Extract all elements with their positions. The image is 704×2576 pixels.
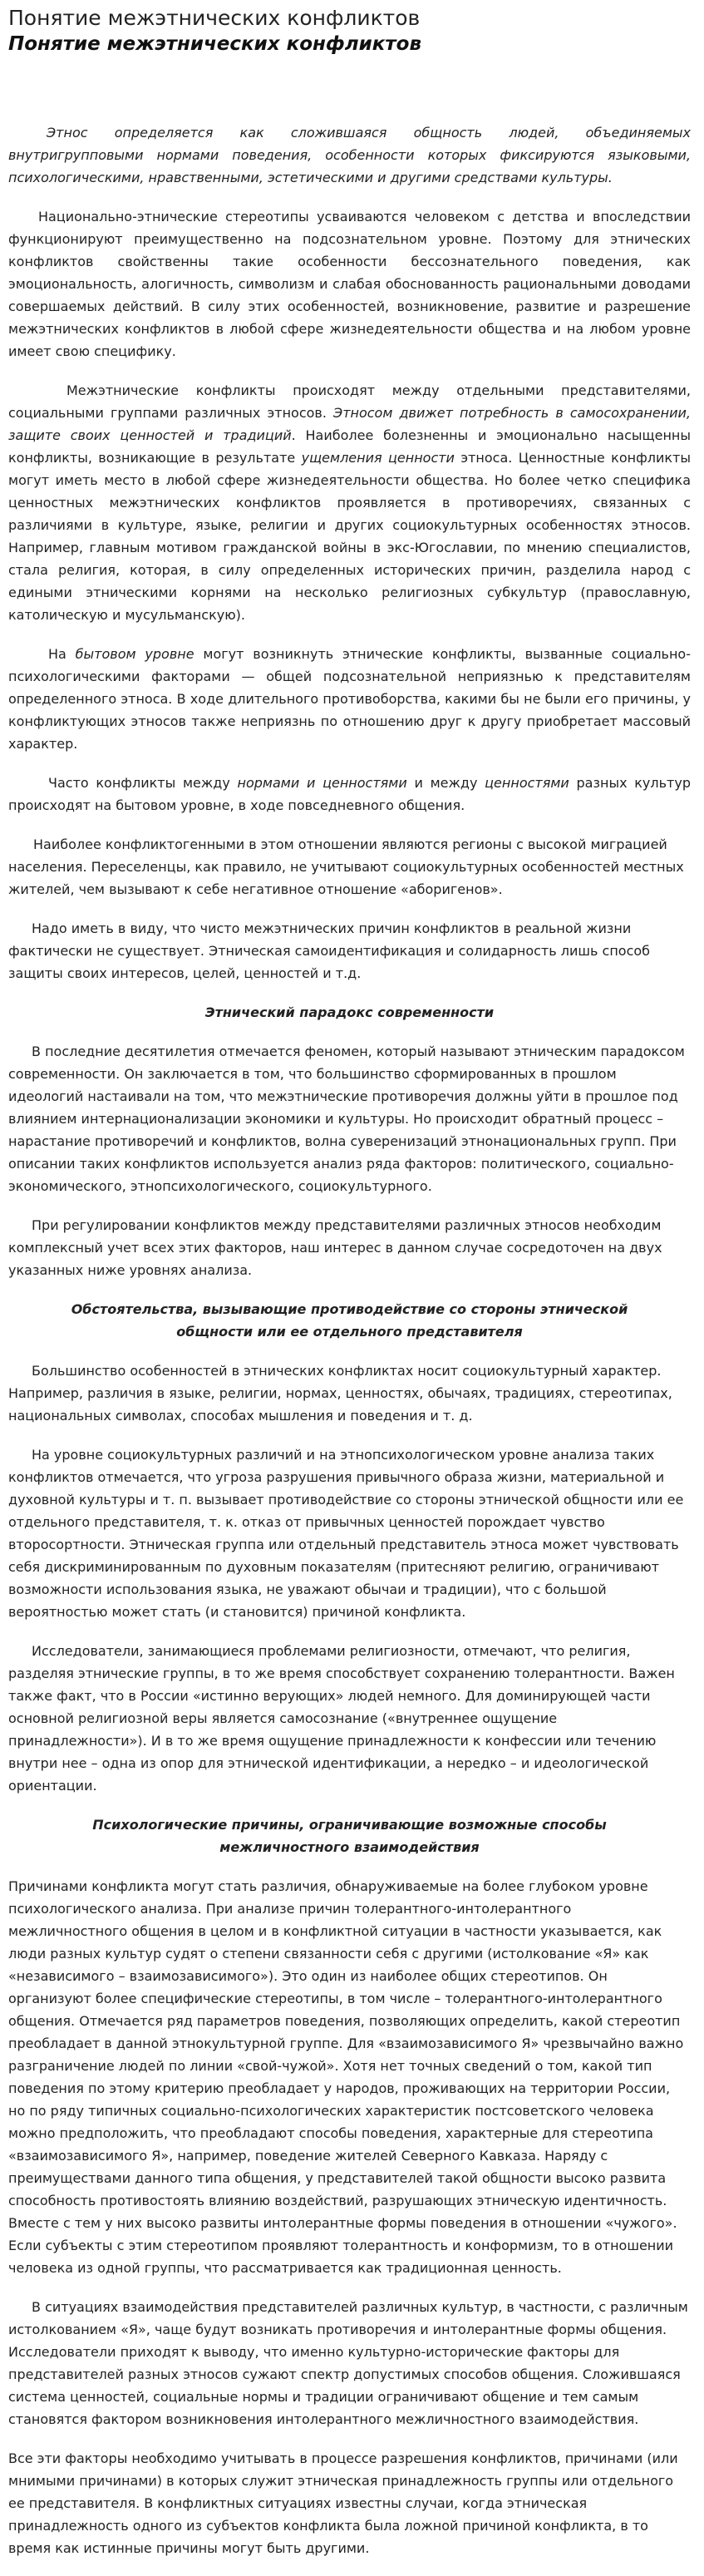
paragraph-stereotypes: Национально-этнические стереотипы усваиваются человеком с детства и впоследствии функционируют преимущественно на подсознательном уровне. Поэтому для этнических конфликтов свойственны такие особенности бессознательного поведения, как эмоциональность, алогичность, символизм и слабая обоснованность рациональными доводами совершаемых действий. В силу этих особенностей, возникновение, развитие и разрешение межэтнических конфликтов в любой сфере жизнедеятельности общества и на любом уровне имеет свою специфику.: [8, 209, 691, 359]
paragraph-threat: На уровне социокультурных различий и на этнопсихологическом уровне анализа таких конфликтов отмечается, что угроза разрушения привычного образа жизни, материальной и духовной культуры и т. п. вызывает противодействие со стороны этнической общности или ее отдельного представителя, т. к. отказ от привычных ценностей порождает чувство второсортности. Этническая группа или отдельный представитель этноса может чувствовать себя дискриминированным по духовным показателям (притесняют религию, ограничивают возможности использования языка, не уважают обычаи и традиции), что с большой вероятностью может стать (и становится) причиной конфликта.: [8, 1447, 684, 1620]
paragraph-sociocultural: Большинство особенностей в этнических конфликтах носит социокультурный характер. Например, различия в языке, религии, нормах, ценностях, обычаях, традициях, стереотипах, национальных символах, способах мышления и поведения и т. д.: [8, 1363, 672, 1424]
paragraph-self-identification: Надо иметь в виду, что чисто межэтнических причин конфликтов в реальной жизни фактически не существует. Этническая самоидентификация и солидарность лишь способ защиты своих интересов, целей, ценностей и т.д.: [8, 920, 651, 981]
paragraph-psychological-causes: Причинами конфликта могут стать различия, обнаруживаемые на более глубоком уровне психологического анализа. При анализе причин толерантного-интолерантного межличностного общения в целом и в конфликтной ситуации в частности указывается, как люди разных культур судят о степени связанности себя с другими (истолкование «Я» как «независимого – взаимозависимого»). Это один из наиболее общих стереотипов. Он организуют более специфические стереотипы, в том числе – толерантного-интолерантного общения. Отмечается ряд параметров поведения, позволяющих определить, какой стереотип преобладает в данной этнокультурной группе. Для «взаимозависимого Я» чрезвычайно важно разграничение людей по линии «свой-чужой». Хотя нет точных сведений о том, какой тип поведения по этому критерию преобладает у народов, проживающих на территории России, но по ряду типичных социально-психологических характеристик постсоветского человека можно предположить, что преобладают способы поведения, характерные для стереотипа «взаимозависимого Я», например, поведение жителей Северного Кавказа. Наряду с преимуществами данного типа общения, у представителей такой общности высоко развита способность противостоять влиянию воздействий, разрушающих этническую идентичность. Вместе с тем у них высоко развиты интолерантные формы поведения в отношении «чужого». Если субъекты с этим стереотипом проявляют толерантность и конформизм, то в отношении человека из одной группы, что рассматривается как традиционная ценность.: [8, 1878, 684, 2276]
section-heading-circumstances: Обстоятельства, вызывающие противодействие со стороны этнической общности или ее отдельного представителя: [71, 1301, 628, 1340]
section-heading-psychological: Психологические причины, ограничивающие возможные способы межличностного взаимодействия: [92, 1817, 607, 1855]
paragraph-conclusion: Все эти факторы необходимо учитывать в процессе разрешения конфликтов, причинами (или мнимыми причинами) в которых служит этническая принадлежность группы или отдельного ее представителя. В конфликтных ситуациях известны случаи, когда этническая принадлежность одного из субъектов конфликта была ложной причиной конфликта, в то время как истинные причины могут быть другими.: [8, 2450, 678, 2556]
section-heading-paradox: Этнический парадокс современности: [204, 1004, 495, 1020]
page-subtitle: Понятие межэтнических конфликтов: [8, 33, 421, 55]
paragraph-cultural-interaction: В ситуациях взаимодействия представителей различных культур, в частности, с различным истолкованием «Я», чаще будут возникать противоречия и интолерантные формы общения. Исследователи приходят к выводу, что именно культурно-исторические факторы для представителей разных этносов сужают спектр допустимых способов общения. Сложившаяся система ценностей, социальные нормы и традиции ограничивают общение и тем самым становятся фактором возникновения интолерантного межличностного взаимодействия.: [8, 2299, 688, 2427]
paragraph-everyday-level: На бытовом уровне могут возникнуть этнические конфликты, вызванные социально-психологическими факторами — общей подсознательной неприязнью к представителям определенного этноса. В ходе длительного противоборства, какими бы не были его причины, у конфликтующих этносов также неприязнь по отношению друг к другу приобретает массовый характер.: [8, 646, 691, 752]
paragraph-migration: Наиболее конфликтогенными в этом отношении являются регионы с высокой миграцией населения. Переселенцы, как правило, не учитывают социокультурных особенностей местных жителей, чем вызывают к себе негативное отношение «аборигенов».: [8, 836, 684, 897]
paragraph-paradox: В последние десятилетия отмечается феномен, который называют этническим парадоксом современности. Он заключается в том, что большинство сформированных в прошлом идеологий настаивали на том, что межэтнические противоречия должны уйти в прошлое под влиянием интернационализации экономики и культуры. Но происходит обратный процесс – нарастание противоречий и конфликтов, волна суверенизаций этнонациональных групп. При описании таких конфликтов используется анализ ряда факторов: политического, социально-экономического, этнопсихологического, социокультурного.: [8, 1044, 685, 1194]
paragraph-interethnic-conflicts: Межэтнические конфликты происходят между отдельными представителями, социальными группами различных этносов. Этносом движет потребность в самосохранении, защите своих ценностей и традиций. Наиболее болезненны и эмоционально насыщенны конфликты, возникающие в результате ущемления ценности этноса. Ценностные конфликты могут иметь место в любой сфере жизнедеятельности общества. Но более четко специфика ценностных межэтнических конфликтов проявляется в противоречиях, связанных с различиями в культуре, языке, религии и других социокультурных особенностях этносов. Например, главным мотивом гражданской войны в экс-Югославии, по мнению специалистов, стала религия, которая, в силу определенных исторических причин, разделила народ с едиными этническими корнями на несколько религиозных субкультур (православную, католическую и мусульманскую).: [8, 382, 691, 623]
paragraph-regulation: При регулировании конфликтов между представителями различных этносов необходим комплексный учет всех этих факторов, наш интерес в данном случае сосредоточен на двух указанных ниже уровнях анализа.: [8, 1217, 662, 1278]
intro-paragraph: Этнос определяется как сложившаяся общность людей, объединяемых внутригрупповыми нормами поведения, особенности которых фиксируются языковыми, психологическими, нравственными, эстетическими и другими средствами культуры.: [8, 125, 692, 185]
page-title: Понятие межэтнических конфликтов: [8, 6, 421, 30]
paragraph-religion: Исследователи, занимающиеся проблемами религиозности, отмечают, что религия, разделяя этнические группы, в то же время способствует сохранению толерантности. Важен также факт, что в России «истинно верующих» людей немного. Для доминирующей части основной религиозной веры является самосознание («внутреннее ощущение принадлежности»). И в то же время ощущение принадлежности к конфессии или течению внутри нее – одна из опор для этнической идентификации, а нередко – и идеологической ориентации.: [8, 1643, 675, 1794]
document: [0, 5, 704, 2559]
paragraph-norms-values: Часто конфликты между нормами и ценностями и между ценностями разных культур происходят на бытовом уровне, в ходе повседневного общения.: [8, 775, 692, 813]
